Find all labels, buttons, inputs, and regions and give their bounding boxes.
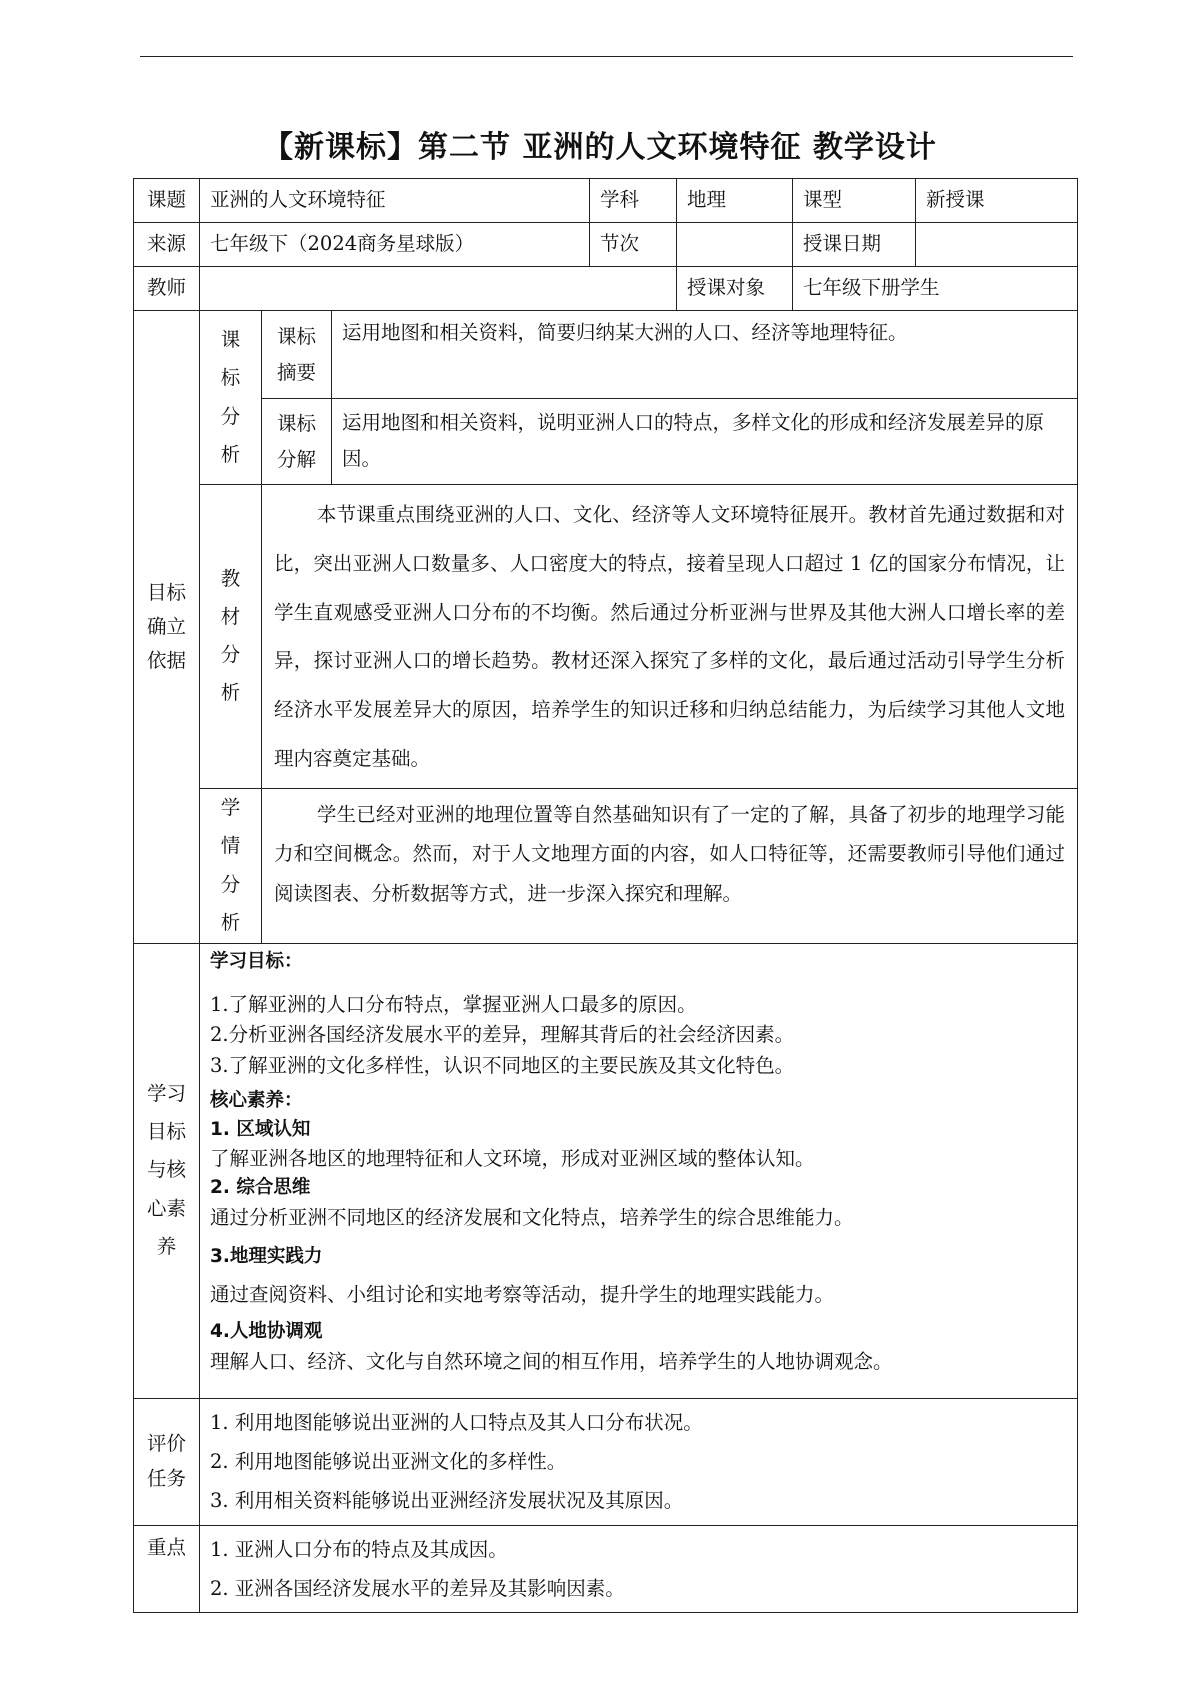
label-section: 节次 xyxy=(590,223,677,267)
literacy-text-practice: 通过查阅资料、小组讨论和实地考察等活动，提升学生的地理实践能力。 xyxy=(210,1282,835,1306)
header-rule xyxy=(140,56,1073,57)
label-goals: 学习目标与核心素养 xyxy=(134,943,200,1398)
goals-content xyxy=(200,943,1078,1398)
literacy-title-harmony: 4.人地协调观 xyxy=(210,1321,323,1343)
row-key-points xyxy=(134,1525,1078,1612)
literacy-text-thinking: 通过分析亚洲不同地区的经济发展和文化特点，培养学生的综合思维能力。 xyxy=(210,1206,854,1230)
label-type: 课型 xyxy=(793,179,916,223)
literacy-heading: 核心素养： xyxy=(210,1089,303,1111)
curriculum-summary-text: 运用地图和相关资料，简要归纳某大洲的人口、经济等地理特征。 xyxy=(332,311,1078,399)
label-curriculum-breakdown: 课标分解 xyxy=(262,399,332,485)
literacy-text-harmony: 理解人口、经济、文化与自然环境之间的相互作用，培养学生的人地协调观念。 xyxy=(210,1349,893,1373)
learner-analysis-text: 学生已经对亚洲的地理位置等自然基础知识有了一定的了解，具备了初步的地理学习能力和空间概念。然而，对于人文地理方面的内容，如人口特征等，还需要教师引导他们通过阅读图表、分析数据等方式，进一步深入探究和理解。 xyxy=(262,788,1078,943)
key-point-item: 2. 亚洲各国经济发展水平的差异及其影响因素。 xyxy=(210,1576,625,1600)
document-title: 【新课标】第二节 亚洲的人文环境特征 教学设计 xyxy=(263,130,937,165)
row-curriculum-summary xyxy=(134,311,1078,399)
label-curriculum-summary: 课标摘要 xyxy=(262,311,332,399)
objective-item: 2.分析亚洲各国经济发展水平的差异，理解其背后的社会经济因素。 xyxy=(210,1023,795,1047)
row-topic xyxy=(134,179,1078,223)
value-section xyxy=(677,223,793,267)
objective-item: 1.了解亚洲的人口分布特点，掌握亚洲人口最多的原因。 xyxy=(210,993,697,1017)
row-textbook-analysis xyxy=(134,485,1078,789)
row-curriculum-breakdown xyxy=(134,399,1078,485)
key-points-list xyxy=(200,1525,1078,1612)
label-evaluation: 评价任务 xyxy=(134,1398,200,1525)
row-teacher xyxy=(134,267,1078,311)
objectives-heading: 学习目标： xyxy=(210,950,303,972)
label-basis: 目标确立依据 xyxy=(134,311,200,944)
literacy-title-region: 1. 区域认知 xyxy=(210,1118,311,1140)
value-topic: 亚洲的人文环境特征 xyxy=(200,179,590,223)
row-learner-analysis xyxy=(134,788,1078,943)
value-type: 新授课 xyxy=(916,179,1078,223)
key-point-item: 1. 亚洲人口分布的特点及其成因。 xyxy=(210,1537,508,1561)
label-key-points: 重点 xyxy=(134,1525,200,1612)
label-curriculum-analysis: 课标分析 xyxy=(200,311,262,485)
textbook-analysis-text: 本节课重点围绕亚洲的人口、文化、经济等人文环境特征展开。教材首先通过数据和对比，突出亚洲人口数量多、人口密度大的特点，接着呈现人口超过 1 亿的国家分布情况，让学生直观感受亚洲人口分布的不均衡。然后通过分析亚洲与世界及其他大洲人口增长率的差异，探讨亚洲人口的增长趋势。教材还深入探究了多样的文化，最后通过活动引导学生分析经济水平发展差异大的原因，培养学生的知识迁移和归纳总结能力，为后续学习其他人文地理内容奠定基础。 xyxy=(262,485,1078,789)
row-goals xyxy=(134,943,1078,1398)
evaluation-item: 3. 利用相关资料能够说出亚洲经济发展状况及其原因。 xyxy=(210,1489,684,1512)
row-source xyxy=(134,223,1078,267)
label-audience: 授课对象 xyxy=(677,267,793,311)
label-source: 来源 xyxy=(134,223,200,267)
value-subject: 地理 xyxy=(677,179,793,223)
label-topic: 课题 xyxy=(134,179,200,223)
label-textbook-analysis: 教材分析 xyxy=(200,485,262,789)
value-audience: 七年级下册学生 xyxy=(793,267,1078,311)
label-learner-analysis: 学情分析 xyxy=(200,788,262,943)
literacy-title-thinking: 2. 综合思维 xyxy=(210,1177,311,1199)
label-subject: 学科 xyxy=(590,179,677,223)
value-source: 七年级下（2024商务星球版） xyxy=(200,223,590,267)
value-teacher xyxy=(200,267,677,311)
objective-item: 3.了解亚洲的文化多样性，认识不同地区的主要民族及其文化特色。 xyxy=(210,1053,795,1077)
label-teacher: 教师 xyxy=(134,267,200,311)
evaluation-item: 1. 利用地图能够说出亚洲的人口特点及其人口分布状况。 xyxy=(210,1411,703,1434)
value-date xyxy=(916,223,1078,267)
curriculum-breakdown-text: 运用地图和相关资料，说明亚洲人口的特点，多样文化的形成和经济发展差异的原因。 xyxy=(332,399,1078,485)
literacy-text-region: 了解亚洲各地区的地理特征和人文环境，形成对亚洲区域的整体认知。 xyxy=(210,1147,815,1171)
literacy-title-practice: 3.地理实践力 xyxy=(210,1246,323,1268)
label-date: 授课日期 xyxy=(793,223,916,267)
row-evaluation xyxy=(134,1398,1078,1525)
evaluation-item: 2. 利用地图能够说出亚洲文化的多样性。 xyxy=(210,1450,567,1473)
evaluation-list xyxy=(200,1398,1078,1525)
lesson-plan-table xyxy=(133,178,1078,1613)
